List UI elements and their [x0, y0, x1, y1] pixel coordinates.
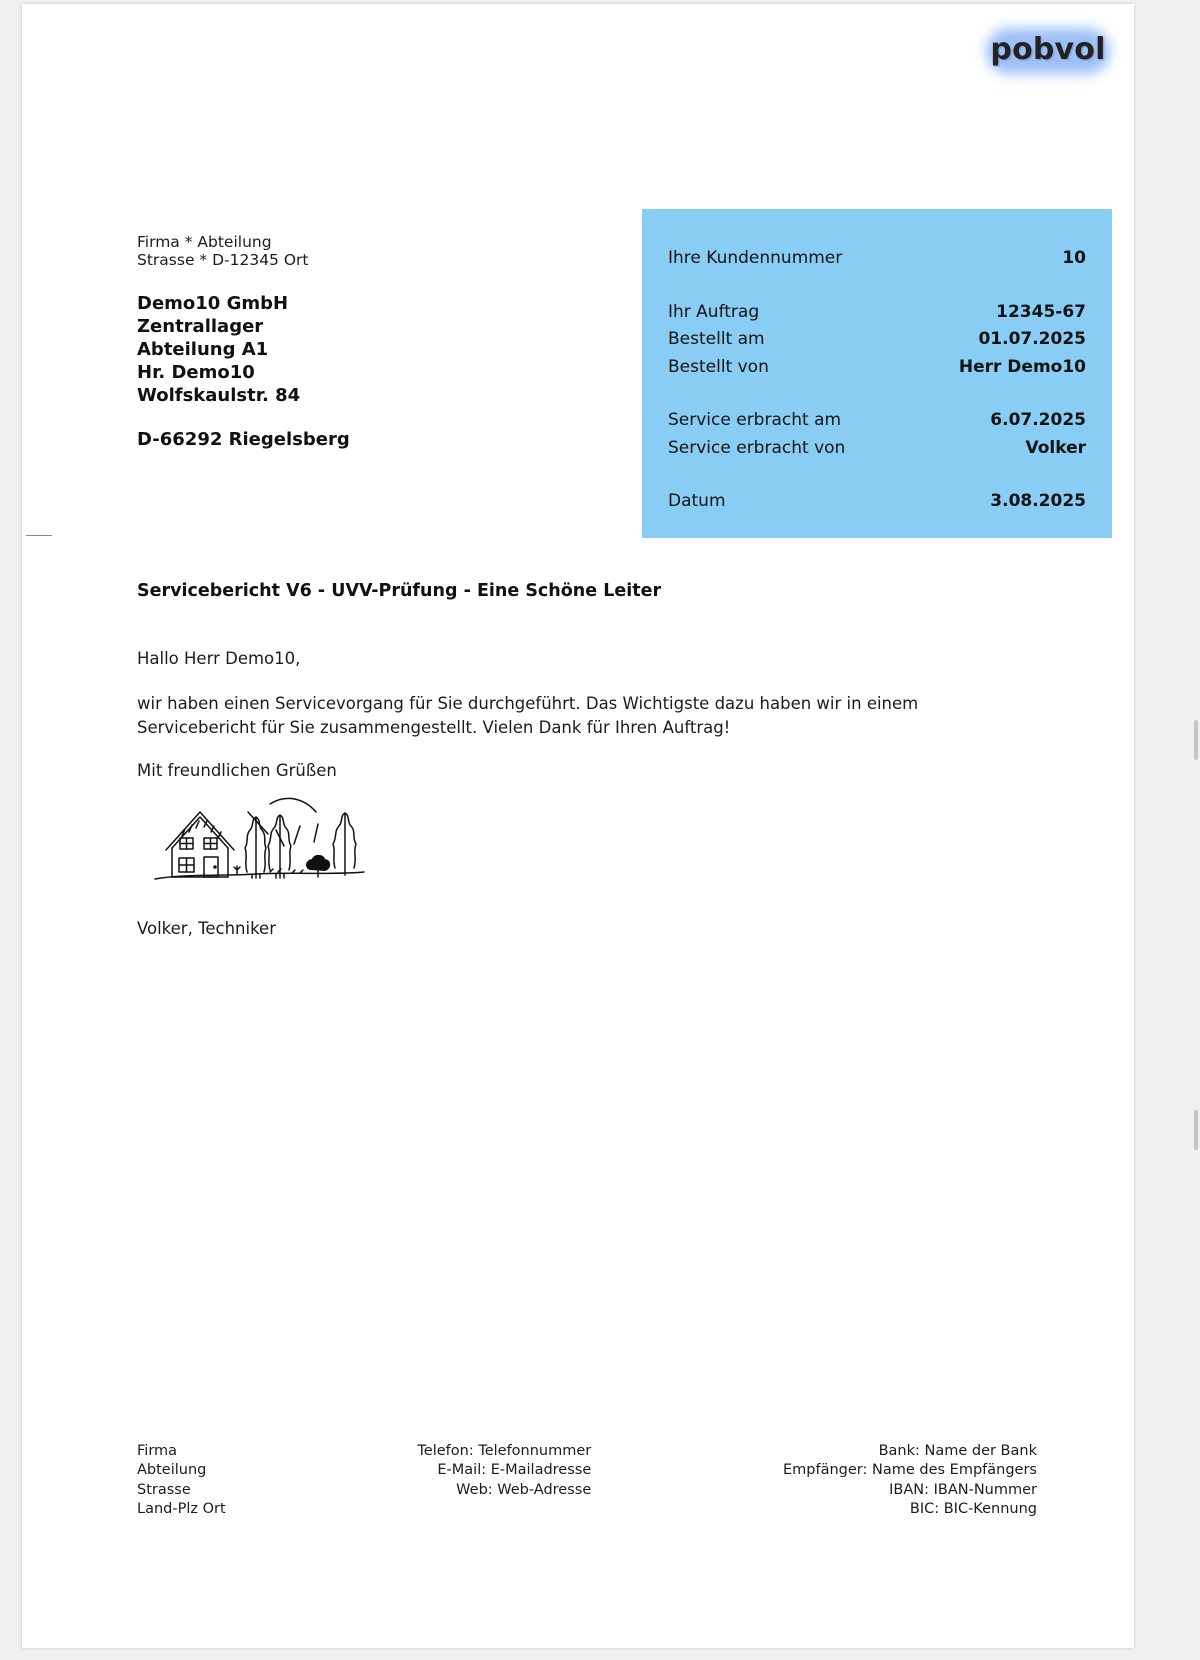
footer-bank-recipient: Empfänger: Name des Empfängers: [783, 1462, 1037, 1479]
salutation: Hallo Herr Demo10,: [137, 649, 301, 668]
service-by-value: Volker: [1025, 437, 1086, 458]
footer-company-line-4: Land-Plz Ort: [137, 1500, 226, 1517]
date-value: 3.08.2025: [990, 491, 1086, 512]
letter-page: [22, 4, 1134, 1648]
footer-email: E-Mail: E-Mailadresse: [437, 1462, 592, 1479]
recipient-address: [137, 292, 350, 451]
info-row-service-on: [668, 407, 1086, 435]
order-value: 12345-67: [996, 301, 1086, 322]
closing-line: Mit freundlichen Grüßen: [137, 761, 337, 780]
info-row-customer-number: [668, 245, 1086, 273]
sender-line-2: Strasse * D-12345 Ort: [137, 250, 309, 269]
recipient-department: Abteilung A1: [137, 339, 269, 361]
order-label: Ihr Auftrag: [668, 301, 760, 322]
company-logo: [980, 20, 1116, 80]
recipient-department-warehouse: Zentrallager: [137, 316, 264, 338]
recipient-city: D-66292 Riegelsberg: [137, 429, 350, 451]
ordered-on-value: 01.07.2025: [978, 329, 1086, 350]
ordered-on-label: Bestellt am: [668, 329, 765, 350]
footer-bank-bic: BIC: BIC-Kennung: [909, 1500, 1037, 1517]
footer-company-line-1: Firma: [137, 1443, 178, 1459]
sender-line-1: Firma * Abteilung: [137, 233, 272, 251]
info-row-date: [668, 488, 1086, 516]
customer-number-value: 10: [1062, 248, 1086, 268]
footer-phone: Telefon: Telefonnummer: [417, 1443, 592, 1459]
service-by-label: Service erbracht von: [668, 437, 846, 458]
scrollbar-thumb-upper[interactable]: [1194, 720, 1198, 760]
fold-mark: [26, 535, 52, 536]
info-row-ordered-on: [668, 326, 1086, 354]
ordered-by-label: Bestellt von: [668, 356, 769, 377]
sender-line: [137, 234, 309, 270]
service-on-value: 6.07.2025: [990, 410, 1086, 431]
page-footer: [137, 1442, 1037, 1519]
order-info-box: [642, 209, 1112, 538]
date-label: Datum: [668, 491, 726, 512]
subject-line: Servicebericht V6 - UVV-Prüfung - Eine Schöne Leiter: [137, 581, 662, 601]
footer-bank-column: [783, 1442, 1037, 1519]
recipient-company: Demo10 GmbH: [137, 293, 289, 314]
footer-company-line-3: Strasse: [137, 1481, 191, 1498]
logo-text: pobvol: [990, 32, 1106, 67]
info-spacer-2: [668, 381, 1086, 407]
footer-company-column: [137, 1442, 226, 1519]
info-spacer-3: [668, 462, 1086, 488]
body-paragraph: wir haben einen Servicevorgang für Sie durchgeführt. Das Wichtigste dazu haben wir in einem Servicebericht für Sie zusammengestellt. Vielen Dank für Ihren Auftrag!: [137, 694, 919, 738]
recipient-street: Wolfskaulstr. 84: [137, 385, 301, 407]
customer-number-label: Ihre Kundennummer: [668, 248, 843, 268]
signature-name: Volker, Techniker: [137, 919, 276, 938]
scrollbar-thumb-lower[interactable]: [1194, 1110, 1198, 1150]
info-row-order: [668, 299, 1086, 327]
footer-bank-name: Bank: Name der Bank: [878, 1443, 1037, 1459]
footer-bank-iban: IBAN: IBAN-Nummer: [889, 1481, 1037, 1498]
footer-web: Web: Web-Adresse: [456, 1481, 592, 1498]
ordered-by-value: Herr Demo10: [958, 356, 1086, 377]
info-row-service-by: [668, 435, 1086, 463]
footer-contact-column: [417, 1442, 591, 1519]
footer-company-line-2: Abteilung: [137, 1462, 207, 1479]
service-on-label: Service erbracht am: [668, 410, 842, 431]
info-row-ordered-by: [668, 354, 1086, 382]
recipient-person: Hr. Demo10: [137, 362, 255, 384]
info-spacer-1: [668, 273, 1086, 299]
house-and-trees-drawing-icon: [152, 786, 372, 886]
